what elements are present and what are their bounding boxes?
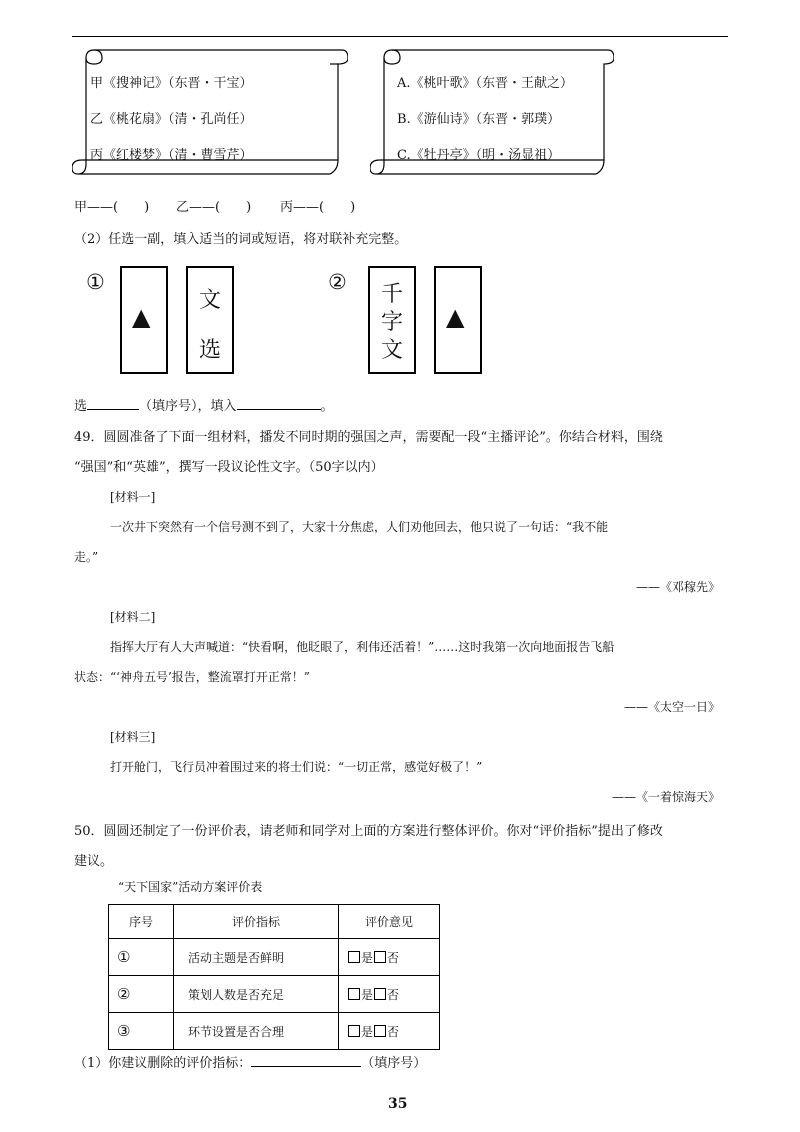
match-blank-b[interactable]: 乙——( ) [176,200,252,215]
table-title: “天下国家”活动方案评价表 [118,880,263,894]
couplet-2-number: ② [328,270,347,294]
no-label: 否 [387,1024,400,1039]
delete-index-blank[interactable] [251,1052,361,1067]
material-2-text: 指挥大厅有人大声喊道：“快看啊，他眨眼了，利伟还活着！”……这时我第一次向地面报告飞船 [110,640,615,654]
scroll-right-item: B.《游仙诗》（东晋・郭璞） [397,112,561,127]
table-row [109,1013,440,1050]
couplet-char: 文 [381,338,404,363]
q49-line1: 49．圆圆准备了下面一组材料，播发不同时期的强国之声，需要配一段“主播评论”。你结合材料，围绕 [74,430,663,445]
blank-triangle-icon: ▲ [132,303,151,331]
fill-prefix: 选 [74,399,88,414]
yes-label: 是 [361,987,374,1002]
q50-sub1-suffix: （填序号） [361,1056,427,1071]
q2-prompt: （2）任选一副，填入适当的词或短语，将对联补充完整。 [74,232,408,247]
material-3-label: [材料三] [110,730,156,744]
row-number: ③ [109,1013,174,1050]
header-cell: 评价指标 [174,905,339,939]
fill-mid: （填序号），填入 [139,399,237,414]
material-1-label: [材料一] [110,490,156,504]
checkbox-no[interactable] [374,1025,386,1037]
q50-line2: 建议。 [74,854,114,869]
table-row [109,939,440,976]
fill-number-blank[interactable] [87,395,139,410]
couplet-char: 千 [381,282,404,307]
q2-fill-line [74,395,334,414]
yes-label: 是 [361,950,374,965]
checkbox-yes[interactable] [348,951,360,963]
evaluation-table [108,904,440,1050]
no-label: 否 [387,987,400,1002]
table-header-row [109,905,440,939]
row-opinion [339,1013,440,1050]
row-item: 活动主题是否鲜明 [174,939,339,976]
match-blank-a[interactable]: 甲——( ) [74,200,150,215]
couplet-char: 文 [199,288,222,313]
checkbox-no[interactable] [374,951,386,963]
checkbox-no[interactable] [374,988,386,1000]
q49-line2: “强国”和“英雄”，撰写一段议论性文字。（50字以内） [74,460,384,475]
header-rule [72,36,728,37]
header-cell: 序号 [109,905,174,939]
material-1-source: ——《邓稼先》 [635,580,720,594]
couplet-char: 选 [199,338,222,363]
couplet-char: 字 [381,310,404,335]
row-opinion [339,939,440,976]
match-blank-c[interactable]: 丙——( ) [280,200,356,215]
material-1-text: 一次井下突然有一个信号测不到了，大家十分焦虑，人们劝他回去，他只说了一句话：“我不能 [110,520,609,534]
material-3-text: 打开舱门，飞行员冲着围过来的将士们说：“一切正常，感觉好极了！” [110,760,483,774]
page-number: 35 [388,1096,408,1112]
material-1-text: 走。” [74,550,99,564]
material-3-source: ——《一着惊海天》 [611,790,720,804]
row-item: 策划人数是否充足 [174,976,339,1013]
scroll-left-item: 丙《红楼梦》（清・曹雪芹） [90,148,253,163]
header-cell: 评价意见 [339,905,440,939]
couplet-1-number: ① [86,270,105,294]
row-opinion [339,976,440,1013]
row-number: ① [109,939,174,976]
material-2-text: 状态：“‘神舟五号’报告，整流罩打开正常！” [74,670,310,684]
scroll-right-item: A.《桃叶歌》（东晋・王献之） [397,76,574,91]
row-item: 环节设置是否合理 [174,1013,339,1050]
q50-sub1-prefix: （1）你建议删除的评价指标： [74,1056,252,1071]
table-row [109,976,440,1013]
fill-answer-blank[interactable] [237,395,321,410]
q50-sub1 [74,1052,426,1071]
no-label: 否 [387,950,400,965]
material-2-label: [材料二] [110,610,156,624]
checkbox-yes[interactable] [348,1025,360,1037]
scroll-left-item: 乙《桃花扇》（清・孔尚任） [90,112,253,127]
fill-end: 。 [320,399,334,414]
scroll-right-item: C.《牡丹亭》（明・汤显祖） [397,148,561,163]
material-2-source: ——《太空一日》 [623,700,720,714]
row-number: ② [109,976,174,1013]
q50-line1: 50．圆圆还制定了一份评价表，请老师和同学对上面的方案进行整体评价。你对“评价指标”提出了修改 [74,824,663,839]
checkbox-yes[interactable] [348,988,360,1000]
yes-label: 是 [361,1024,374,1039]
scroll-left-item: 甲《搜神记》（东晋・干宝） [90,76,253,91]
blank-triangle-icon: ▲ [446,303,465,331]
